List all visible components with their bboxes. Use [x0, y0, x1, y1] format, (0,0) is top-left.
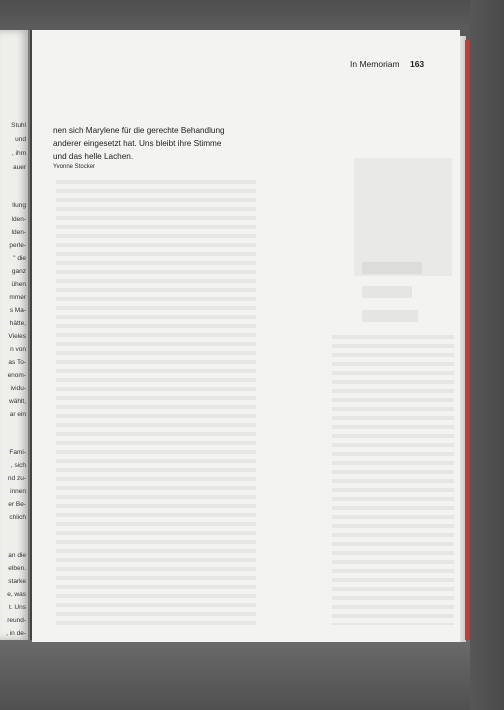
left-page-line: e, was — [7, 591, 26, 598]
left-page-line: an die — [8, 552, 26, 559]
left-page-line: perle- — [9, 242, 26, 249]
left-page-line: innen — [10, 488, 26, 495]
left-page-line: ganz — [11, 268, 26, 275]
left-page-line: enom- — [7, 372, 26, 379]
scanner-background-top — [0, 0, 504, 30]
left-page-line: er Be- — [8, 501, 26, 508]
left-page-line: Vieles — [8, 333, 26, 340]
scanner-background-right — [470, 0, 504, 710]
left-page-line: starke — [8, 578, 26, 585]
left-page-line: elben. — [8, 565, 26, 572]
running-head — [350, 59, 424, 69]
left-page-line: t. Uns — [9, 604, 26, 611]
show-through-text — [332, 335, 454, 625]
left-page-line: Stuhl — [11, 122, 26, 129]
left-page-line: , ihm — [11, 150, 26, 157]
left-page-line: wählt, — [9, 398, 26, 405]
left-page-line: reund- — [7, 617, 26, 624]
page-number: 163 — [409, 59, 425, 69]
left-page-line: llung — [12, 202, 26, 209]
left-page-line: ividu- — [10, 385, 26, 392]
body-line: und das helle Lachen. — [53, 152, 134, 161]
show-through-text — [56, 180, 256, 630]
left-page-line: , in de- — [6, 630, 26, 637]
left-page-line: hätte, — [9, 320, 26, 327]
left-page — [0, 30, 30, 640]
show-through-heading — [362, 286, 412, 298]
body-text — [53, 124, 283, 163]
left-page-line: Fami- — [9, 449, 26, 456]
left-page-line: as To- — [8, 359, 26, 366]
left-page-line: lden- — [11, 216, 26, 223]
show-through-heading — [362, 310, 418, 322]
left-page-line: ühen — [11, 281, 26, 288]
left-page-line: lden- — [11, 229, 26, 236]
left-page-line: , sich — [10, 462, 26, 469]
left-page-line: chlich — [9, 514, 26, 521]
author-signature: Yvonne Stocker — [53, 164, 96, 170]
red-page-edge — [465, 40, 469, 640]
left-page-line: nd zu- — [7, 475, 26, 482]
running-head-section: In Memoriam — [350, 59, 400, 69]
left-page-line: und — [15, 136, 26, 143]
right-page — [32, 30, 460, 642]
body-line: anderer eingesetzt hat. Uns bleibt ihre Stimme — [53, 139, 222, 148]
left-page-line: n von — [10, 346, 26, 353]
left-page-line: auer — [12, 164, 26, 171]
scanner-background-bottom — [0, 640, 504, 710]
show-through-image — [354, 158, 452, 276]
left-page-line: s Ma- — [9, 307, 26, 314]
left-page-line: ar ein — [9, 411, 26, 418]
left-page-line: mmer — [9, 294, 26, 301]
show-through-heading — [362, 262, 422, 274]
left-page-line: " die — [13, 255, 26, 262]
body-line: nen sich Marylene für die gerechte Behandlung — [53, 126, 225, 135]
